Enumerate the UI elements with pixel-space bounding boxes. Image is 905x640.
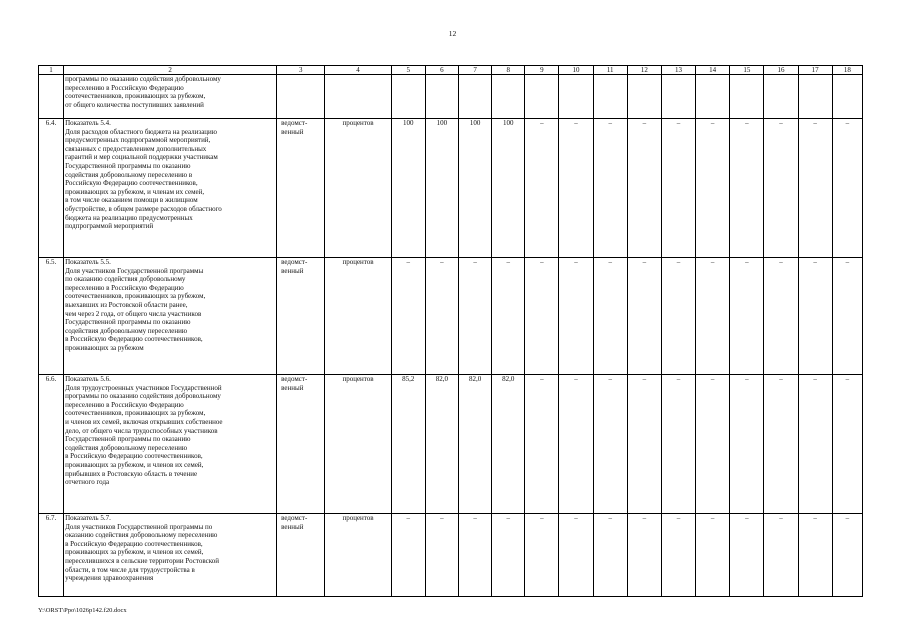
value-cell: – (458, 514, 491, 597)
value-cell: – (764, 375, 798, 514)
value-cell: – (798, 375, 832, 514)
source-cell: ведомст- венный (277, 514, 325, 597)
value-cell (661, 75, 695, 119)
header-cell: 1 (39, 66, 64, 75)
value-cell: – (832, 258, 862, 375)
header-cell: 14 (696, 66, 730, 75)
value-cell: – (696, 514, 730, 597)
value-cell: – (559, 258, 593, 375)
value-cell: – (525, 514, 559, 597)
value-cell: – (832, 375, 862, 514)
value-cell: – (661, 258, 695, 375)
table-row (39, 375, 863, 514)
value-cell: – (525, 119, 559, 258)
value-cell (627, 75, 661, 119)
header-cell: 8 (492, 66, 525, 75)
value-cell: – (798, 514, 832, 597)
source-cell: ведомст- венный (277, 119, 325, 258)
value-cell: 82,0 (425, 375, 458, 514)
header-cell: 7 (458, 66, 491, 75)
file-path-footer: Y:\ORST\Ppo\1026p142.f20.docx (38, 607, 127, 614)
value-cell: – (730, 375, 764, 514)
value-cell: – (696, 258, 730, 375)
value-cell: – (661, 119, 695, 258)
value-cell: – (764, 514, 798, 597)
header-cell: 12 (627, 66, 661, 75)
value-cell: – (593, 375, 627, 514)
value-cell: – (559, 375, 593, 514)
indicator-name-cell: Показатель 5.5. Доля участников Государственной программы по оказанию содействия добровольному переселению в Российскую Федерацию соотечественников, проживающих за рубежом, выехавших из Ростовской области ранее, чем через 2 года, от общего числа участников Государственной программы по оказанию содействия добровольному переселению в Российскую Федерацию соотечественников, проживающих за рубежом (64, 258, 277, 375)
value-cell: – (661, 514, 695, 597)
indicators-table (38, 65, 863, 597)
unit-cell: процентов (325, 119, 391, 258)
source-cell: ведомст- венный (277, 375, 325, 514)
value-cell: – (764, 258, 798, 375)
value-cell (458, 75, 491, 119)
header-cell: 3 (277, 66, 325, 75)
value-cell: – (627, 258, 661, 375)
row-number-cell: 6.5. (39, 258, 64, 375)
header-cell: 4 (325, 66, 391, 75)
value-cell: – (832, 119, 862, 258)
table-row (39, 258, 863, 375)
value-cell: – (593, 258, 627, 375)
value-cell (492, 75, 525, 119)
value-cell: – (425, 258, 458, 375)
value-cell (425, 75, 458, 119)
value-cell: – (832, 514, 862, 597)
value-cell: – (696, 119, 730, 258)
value-cell (764, 75, 798, 119)
page-number: 12 (448, 29, 457, 38)
value-cell: 82,0 (492, 375, 525, 514)
header-cell: 6 (425, 66, 458, 75)
value-cell: – (391, 258, 425, 375)
value-cell: – (492, 258, 525, 375)
value-cell: – (764, 119, 798, 258)
value-cell: – (627, 375, 661, 514)
value-cell: – (458, 258, 491, 375)
table-row (39, 119, 863, 258)
table-row (39, 75, 863, 119)
header-cell: 11 (593, 66, 627, 75)
value-cell: – (730, 258, 764, 375)
header-cell: 15 (730, 66, 764, 75)
row-number-cell: 6.6. (39, 375, 64, 514)
value-cell: – (593, 119, 627, 258)
value-cell: – (730, 514, 764, 597)
header-cell: 16 (764, 66, 798, 75)
value-cell: – (627, 514, 661, 597)
header-cell: 18 (832, 66, 862, 75)
source-cell (277, 75, 325, 119)
value-cell: 100 (458, 119, 491, 258)
row-number-cell: 6.4. (39, 119, 64, 258)
value-cell: – (696, 375, 730, 514)
value-cell: – (730, 119, 764, 258)
row-number-cell (39, 75, 64, 119)
unit-cell: процентов (325, 375, 391, 514)
header-cell: 13 (661, 66, 695, 75)
value-cell: – (627, 119, 661, 258)
value-cell: 100 (425, 119, 458, 258)
header-cell: 9 (525, 66, 559, 75)
indicator-name-cell: Показатель 5.7. Доля участников Государственной программы по оказанию содействия добровольному переселению в Российскую Федерацию соотечественников, проживающих за рубежом, и членов их семей, переселившихся в сельские территории Ростовской области, в том числе для трудоустройства в учреждения здравоохранения (64, 514, 277, 597)
unit-cell: процентов (325, 258, 391, 375)
table-row (39, 514, 863, 597)
header-cell: 10 (559, 66, 593, 75)
table-header-row (39, 66, 863, 75)
indicator-name-cell: Показатель 5.4. Доля расходов областного бюджета на реализацию предусмотренных подпрограммой мероприятий, связанных с предоставлением дополнительных гарантий и мер социальной поддержки участникам Государственной программы по оказанию содействия добровольному переселению в Российскую Федерацию соотечественников, проживающих за рубежом, и членам их семей, в том числе оказанием помощи в жилищном обустройстве, в общем размере расходов областного бюджета на реализацию предусмотренных подпрограммой мероприятий (64, 119, 277, 258)
header-cell: 5 (391, 66, 425, 75)
value-cell (798, 75, 832, 119)
unit-cell: процентов (325, 514, 391, 597)
value-cell: 82,0 (458, 375, 491, 514)
value-cell: – (525, 258, 559, 375)
value-cell (696, 75, 730, 119)
row-number-cell: 6.7. (39, 514, 64, 597)
value-cell (525, 75, 559, 119)
value-cell: – (492, 514, 525, 597)
value-cell: 100 (492, 119, 525, 258)
value-cell: – (559, 514, 593, 597)
value-cell: – (661, 375, 695, 514)
value-cell: – (525, 375, 559, 514)
indicator-name-cell: Показатель 5.6. Доля трудоустроенных участников Государственной программы по оказанию содействия добровольному переселению в Российскую Федерацию соотечественников, проживающих за рубежом, и членов их семей, включая открывших собственное дело, от общего числа трудоспособных участников Государственной программы по оказанию содействия добровольному переселению в Российскую Федерацию соотечественников, проживающих за рубежом, и членов их семей, прибывших в Ростовскую область в течение отчетного года (64, 375, 277, 514)
value-cell (593, 75, 627, 119)
value-cell: – (425, 514, 458, 597)
header-cell: 17 (798, 66, 832, 75)
value-cell (559, 75, 593, 119)
value-cell: – (559, 119, 593, 258)
value-cell: – (391, 514, 425, 597)
value-cell: – (798, 258, 832, 375)
source-cell: ведомст- венный (277, 258, 325, 375)
value-cell (730, 75, 764, 119)
value-cell: 85,2 (391, 375, 425, 514)
value-cell: – (798, 119, 832, 258)
value-cell (391, 75, 425, 119)
value-cell: 100 (391, 119, 425, 258)
indicator-name-cell: программы по оказанию содействия добровольному переселению в Российскую Федерацию соотечественников, проживающих за рубежом, от общего количества поступивших заявлений (64, 75, 277, 119)
value-cell: – (593, 514, 627, 597)
unit-cell (325, 75, 391, 119)
header-cell: 2 (64, 66, 277, 75)
value-cell (832, 75, 862, 119)
